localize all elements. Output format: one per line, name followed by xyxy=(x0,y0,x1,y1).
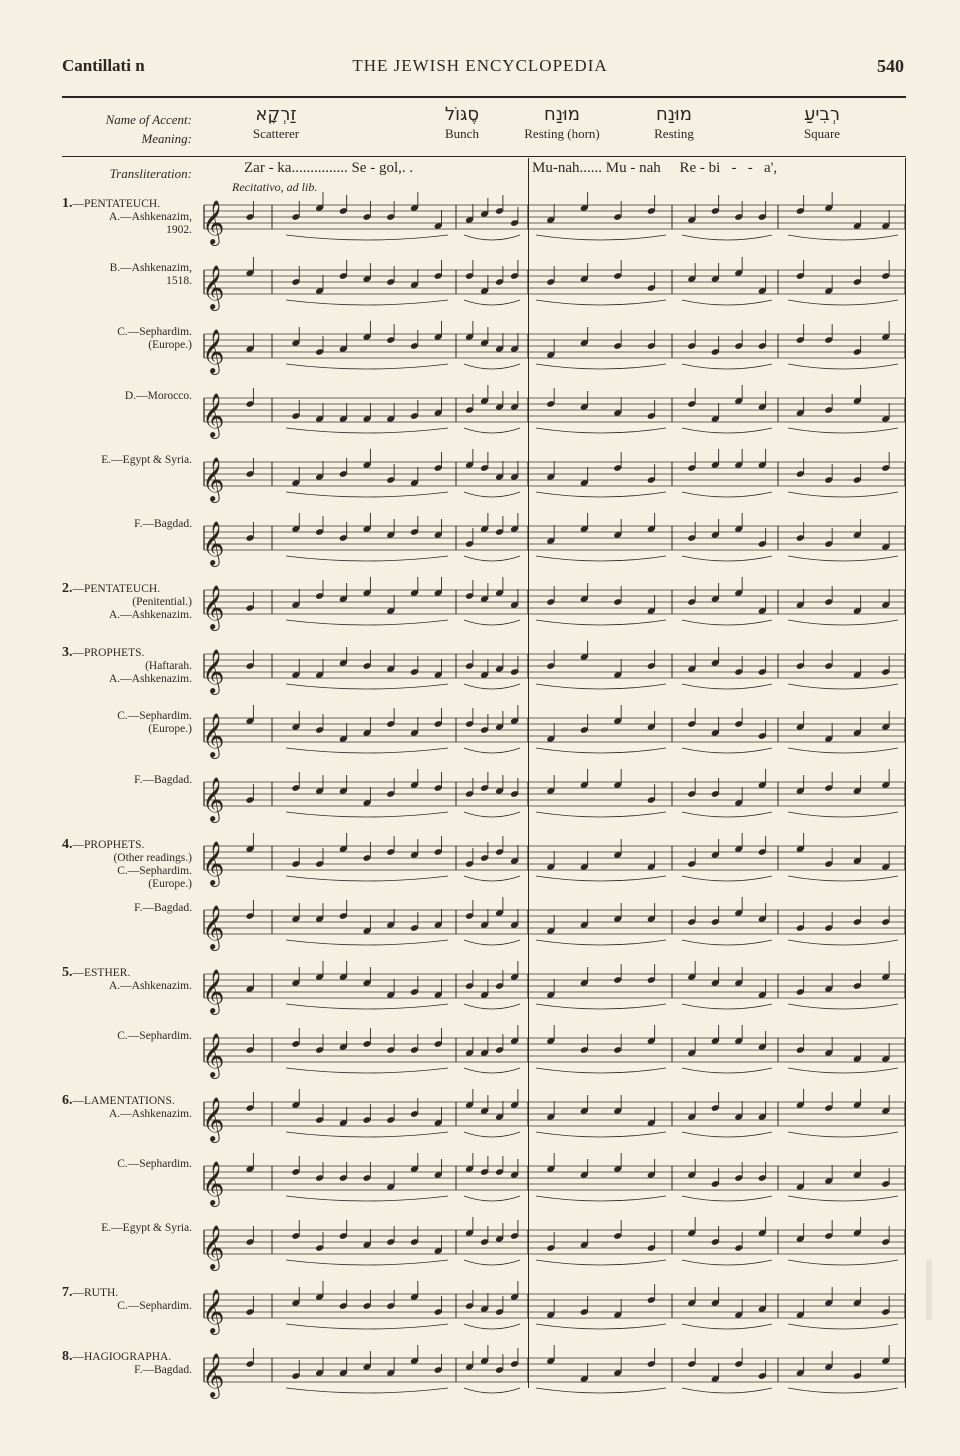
slur xyxy=(788,235,898,240)
slur xyxy=(286,235,448,240)
row-number: 3. xyxy=(62,645,73,660)
row-label-line: 7.—RUTH. xyxy=(62,1285,119,1300)
treble-clef: 𝄞 xyxy=(202,265,225,309)
slur xyxy=(286,1196,448,1201)
slur xyxy=(788,428,898,433)
slur xyxy=(286,492,448,497)
row-number: 2. xyxy=(62,581,73,596)
slur xyxy=(682,876,772,881)
row-label-line: 6.—LAMENTATIONS. xyxy=(62,1093,175,1108)
slur xyxy=(682,235,772,240)
treble-clef: 𝄞 xyxy=(202,777,225,821)
slur xyxy=(682,1004,772,1009)
row-label-line: B.—Ashkenazim, xyxy=(109,262,192,274)
row-label-line: C.—Sephardim. xyxy=(117,1030,192,1042)
row-label-line: E.—Egypt & Syria. xyxy=(101,454,192,466)
row-label-line: C.—Sephardim. xyxy=(117,1300,192,1312)
slur xyxy=(286,684,448,689)
slur xyxy=(788,748,898,753)
slur xyxy=(464,364,520,369)
slur xyxy=(286,556,448,561)
slur xyxy=(682,1260,772,1265)
row-number: 7. xyxy=(62,1285,73,1300)
accent-meaning: Resting xyxy=(654,126,694,141)
slur xyxy=(788,620,898,625)
row-label-line: 8.—HAGIOGRAPHA. xyxy=(62,1349,172,1364)
row-label-line: E.—Egypt & Syria. xyxy=(101,1222,192,1234)
slur xyxy=(682,940,772,945)
treble-clef: 𝄞 xyxy=(202,905,225,949)
row-number: 1. xyxy=(62,196,73,211)
meaning-label: Meaning: xyxy=(141,131,192,146)
slur xyxy=(788,300,898,305)
accent-hebrew: מוּנַח xyxy=(543,104,581,125)
treble-clef: 𝄞 xyxy=(202,1225,225,1269)
treble-clef: 𝄞 xyxy=(202,585,225,629)
row-label-line: 4.—PROPHETS. xyxy=(62,837,145,852)
slur xyxy=(464,748,520,753)
slur xyxy=(464,1068,520,1073)
slur xyxy=(682,812,772,817)
row-label-line: A.—Ashkenazim, xyxy=(108,211,192,223)
slur xyxy=(788,492,898,497)
slur xyxy=(536,748,666,753)
row-label-line: 5.—ESTHER. xyxy=(62,965,131,980)
row-label-line: F.—Bagdad. xyxy=(134,1364,192,1376)
accent-hebrew: סֶגּוֹל xyxy=(444,104,480,125)
slur xyxy=(788,1004,898,1009)
row-label-line: (Haftarah. xyxy=(145,660,192,672)
slur xyxy=(682,620,772,625)
treble-clef: 𝄞 xyxy=(202,393,225,437)
slur xyxy=(464,1196,520,1201)
row-label-line: C.—Sephardim. xyxy=(117,865,192,877)
slur xyxy=(536,556,666,561)
margin-stain xyxy=(926,1260,932,1320)
slur xyxy=(286,620,448,625)
row-number: 4. xyxy=(62,837,73,852)
slur xyxy=(682,1068,772,1073)
row-label-line: A.—Ashkenazim. xyxy=(108,609,192,621)
slur xyxy=(464,428,520,433)
treble-clef: 𝄞 xyxy=(202,969,225,1013)
slur xyxy=(682,364,772,369)
slur xyxy=(682,556,772,561)
name-of-accent-label: Name of Accent: xyxy=(105,112,192,127)
accent-hebrew: מוּנַח xyxy=(655,104,693,125)
slur xyxy=(286,1388,448,1393)
row-label-line: A.—Ashkenazim. xyxy=(108,1108,192,1120)
slur xyxy=(536,1260,666,1265)
slur xyxy=(464,940,520,945)
slur xyxy=(536,876,666,881)
treble-clef: 𝄞 xyxy=(202,329,225,373)
treble-clef: 𝄞 xyxy=(202,457,225,501)
slur xyxy=(682,1324,772,1329)
slur xyxy=(788,940,898,945)
transliteration-left: Zar - ka............... Se - gol,. . xyxy=(244,160,414,176)
row-label-line: A.—Ashkenazim. xyxy=(108,980,192,992)
treble-clef: 𝄞 xyxy=(202,1353,225,1397)
slur xyxy=(788,364,898,369)
row-label-line: (Europe.) xyxy=(148,878,192,890)
slur xyxy=(788,1324,898,1329)
treble-clef: 𝄞 xyxy=(202,649,225,693)
transliteration-right: Mu-nah...... Mu - nah Re - bi - - a', xyxy=(532,160,778,176)
slur xyxy=(682,1388,772,1393)
row-label-line: (Europe.) xyxy=(148,339,192,351)
slur xyxy=(536,364,666,369)
slur xyxy=(464,684,520,689)
slur xyxy=(464,876,520,881)
slur xyxy=(464,556,520,561)
page-number: 540 xyxy=(877,56,904,76)
slur xyxy=(788,1196,898,1201)
treble-clef: 𝄞 xyxy=(202,200,225,244)
treble-clef: 𝄞 xyxy=(202,1033,225,1077)
row-label-line: F.—Bagdad. xyxy=(134,902,192,914)
slur xyxy=(464,1004,520,1009)
slur xyxy=(682,684,772,689)
slur xyxy=(788,1260,898,1265)
treble-clef: 𝄞 xyxy=(202,1097,225,1141)
accent-meaning: Bunch xyxy=(445,126,479,141)
slur xyxy=(286,1004,448,1009)
row-number: 5. xyxy=(62,965,73,980)
accent-meaning: Resting (horn) xyxy=(524,126,600,141)
transliteration-label: Transliteration: xyxy=(109,166,192,181)
treble-clef: 𝄞 xyxy=(202,521,225,565)
slur xyxy=(286,748,448,753)
slur xyxy=(536,1324,666,1329)
row-label-line: (Other readings.) xyxy=(113,852,192,864)
slur xyxy=(536,1068,666,1073)
slur xyxy=(536,812,666,817)
slur xyxy=(536,1196,666,1201)
slur xyxy=(536,620,666,625)
slur xyxy=(788,1132,898,1137)
slur xyxy=(464,1132,520,1137)
accent-hebrew: זַרְקָא xyxy=(255,104,297,125)
slur xyxy=(682,1196,772,1201)
treble-clef: 𝄞 xyxy=(202,841,225,885)
slur xyxy=(682,748,772,753)
row-label-line: C.—Sephardim. xyxy=(117,326,192,338)
slur xyxy=(536,1388,666,1393)
slur xyxy=(536,300,666,305)
slur xyxy=(464,235,520,240)
slur xyxy=(286,812,448,817)
slur xyxy=(286,428,448,433)
slur xyxy=(788,876,898,881)
treble-clef: 𝄞 xyxy=(202,1161,225,1205)
slur xyxy=(464,492,520,497)
slur xyxy=(682,492,772,497)
slur xyxy=(788,1388,898,1393)
row-label-line: 1518. xyxy=(166,275,192,287)
row-label-line: (Europe.) xyxy=(148,723,192,735)
slur xyxy=(464,1388,520,1393)
slur xyxy=(286,364,448,369)
row-label-line: D.—Morocco. xyxy=(124,390,192,402)
slur xyxy=(464,300,520,305)
accent-meaning: Square xyxy=(803,126,841,141)
slur xyxy=(536,428,666,433)
row-number: 6. xyxy=(62,1093,73,1108)
slur xyxy=(536,235,666,240)
slur xyxy=(536,684,666,689)
running-title: Cantillati n xyxy=(62,56,145,75)
slur xyxy=(682,428,772,433)
slur xyxy=(464,812,520,817)
row-label-line: A.—Ashkenazim. xyxy=(108,673,192,685)
slur xyxy=(682,1132,772,1137)
accent-meaning: Scatterer xyxy=(252,126,300,141)
row-label-line: C.—Sephardim. xyxy=(117,1158,192,1170)
row-label-line: 3.—PROPHETS. xyxy=(62,645,145,660)
slur xyxy=(464,620,520,625)
slur xyxy=(536,492,666,497)
row-label-line: 1902. xyxy=(166,224,192,236)
slur xyxy=(286,1324,448,1329)
treble-clef: 𝄞 xyxy=(202,713,225,757)
row-label-line: (Penitential.) xyxy=(132,596,192,608)
row-label-line: F.—Bagdad. xyxy=(134,774,192,786)
slur xyxy=(464,1324,520,1329)
slur xyxy=(286,876,448,881)
slur xyxy=(536,940,666,945)
slur xyxy=(286,1132,448,1137)
slur xyxy=(788,556,898,561)
tempo-marking: Recitativo, ad lib. xyxy=(232,180,318,194)
row-label-line: F.—Bagdad. xyxy=(134,518,192,530)
slur xyxy=(788,812,898,817)
slur xyxy=(464,1260,520,1265)
slur xyxy=(286,1260,448,1265)
accent-hebrew: רְבִיעַ xyxy=(803,104,841,125)
row-label-line: 2.—PENTATEUCH. xyxy=(62,581,161,596)
slur xyxy=(286,300,448,305)
row-number: 8. xyxy=(62,1349,73,1364)
row-label-line: C.—Sephardim. xyxy=(117,710,192,722)
journal-title: THE JEWISH ENCYCLOPEDIA xyxy=(352,56,608,75)
slur xyxy=(788,684,898,689)
row-label-line: 1.—PENTATEUCH. xyxy=(62,196,161,211)
slur xyxy=(286,940,448,945)
slur xyxy=(682,300,772,305)
slur xyxy=(286,1068,448,1073)
slur xyxy=(536,1004,666,1009)
slur xyxy=(788,1068,898,1073)
treble-clef: 𝄞 xyxy=(202,1289,225,1333)
slur xyxy=(536,1132,666,1137)
